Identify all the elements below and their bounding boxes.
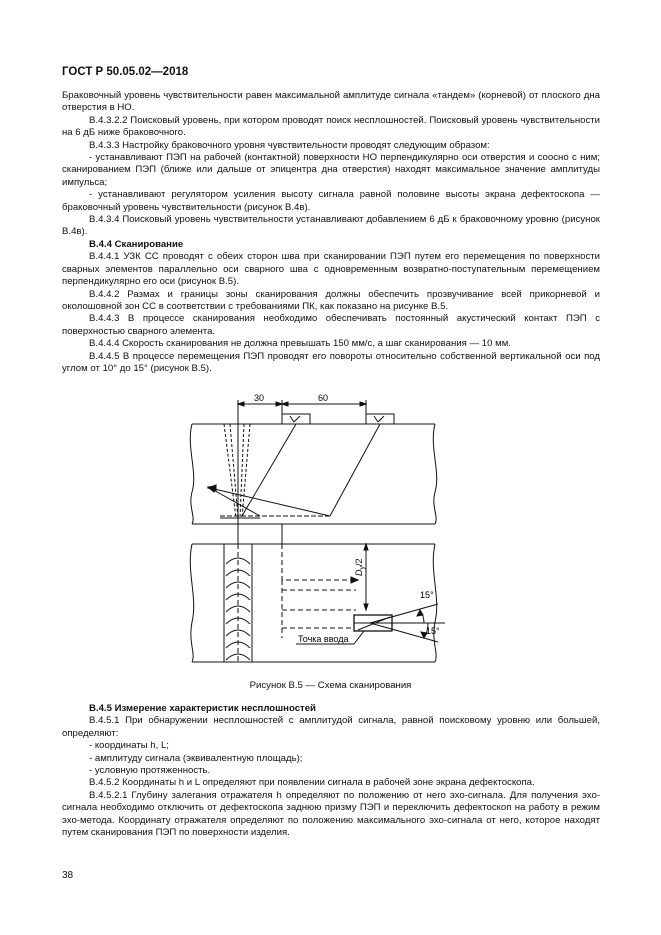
probe-near (282, 414, 310, 424)
dim-arrow (360, 402, 366, 406)
section-heading: В.4.4 Сканирование (89, 238, 184, 250)
plan-break-left (190, 544, 193, 662)
plate-break-left (190, 424, 193, 524)
page-number: 38 (62, 870, 74, 881)
beam-far-direct (330, 424, 380, 516)
figure-caption: Рисунок В.5 — Схема сканирования (249, 680, 412, 691)
scanning-diagram-svg (180, 392, 445, 672)
paragraph: - координаты h, L; (89, 740, 169, 752)
angle-arrow (417, 610, 423, 616)
beam-far-reflected (210, 488, 330, 516)
entry-point-label: Точка ввода (298, 634, 349, 644)
paragraph: - амплитуду сигнала (эквивалентную площадь); (89, 752, 303, 764)
paragraph: - условную протяженность. (89, 765, 211, 777)
dim-arrow (364, 604, 368, 610)
probe-far (366, 414, 394, 424)
paragraph: - устанавливают ПЭП на рабочей (контактной) поверхности НО перпендикулярно оси отверстия и соосно с ним; сканированием ПЭП (ближе или дальше от эпицентра дна отверстия) находят максимальное значение амплитуды импульса; (62, 152, 600, 188)
paragraph: В.4.4.5 В процессе перемещения ПЭП проводят его повороты относительно собственной вертикальной оси под углом от 10° до 15° (рисунок В.5). (62, 350, 600, 374)
paragraph: В.4.4.3 В процессе сканирования необходимо обеспечивать постоянный акустический контакт ПЭП с поверхностью сварного элемента. (62, 313, 600, 337)
paragraph: - устанавливают регулятором усиления высоту сигнала равной половине высоты экрана дефектоскопа — браковочный уровень чувствительности (рисунок В.4в). (62, 189, 600, 213)
angle-top-label: 15° (420, 590, 434, 600)
paragraph: Браковочный уровень чувствительности равен максимальной амплитуде сигнала «тандем» (корневой) от плоского дна отверстия в НО. (62, 90, 600, 114)
text-block-top (62, 90, 600, 375)
paragraph: В.4.5.1 При обнаружении несплошностей с амплитудой сигнала, равной поисковому уровню или большей, определяют: (62, 715, 600, 739)
plan-break-right (433, 544, 436, 662)
paragraph: В.4.4.1 УЗК СС проводят с обеих сторон шва при сканировании ПЭП путем его перемещения по поверхности сварных элементов параллельно оси сварного шва с одновременным возвратно-поступательным перемещением перпендикулярно его оси (рисунок В.5). (62, 251, 600, 288)
dim-d-label: $D_y/2$ (354, 558, 366, 576)
paragraph: В.4.5.2.1 Глубину залегания отражателя h определяют по положению от него эхо-сигнала. Для получения эхо-сигнала необходимо отключить от дефектоскопа заднюю призму ПЭП и переключить дефектоскоп на работу в режим эхо-метода. Координату отражателя определяют по положению максимального эхо-сигнала от него, которое находят путем сканирования ПЭП по поверхности изделия. (62, 789, 600, 839)
paragraph: В.4.5.2 Координаты h и L определяют при появлении сигнала в рабочей зоне экрана дефектоскопа. (89, 777, 535, 789)
paragraph: В.4.4.2 Размах и границы зоны сканирования должны обеспечить прозвучивание всей прикорневой и околошовной зон СС в соответствии с требованиями ПК, как показано на рисунке В.5. (62, 288, 600, 312)
paragraph: В.4.4.4 Скорость сканирования не должна превышать 150 мм/с, а шаг сканирования — 10 мм. (89, 338, 511, 350)
scan-arrow (351, 577, 358, 583)
weld-section (224, 424, 250, 518)
document-header: ГОСТ Р 50.05.02—2018 (62, 66, 189, 78)
angle-bottom-label: 15° (426, 626, 440, 636)
paragraph: В.4.3.2.2 Поисковый уровень, при котором проводят поиск несплошностей. Поисковый уровень чувствительности на 6 дБ ниже браковочного. (62, 114, 600, 139)
text-block-bottom (62, 703, 600, 839)
entry-point-leader (354, 631, 364, 644)
paragraph: В.4.3.4 Поисковый уровень чувствительности устанавливают добавлением 6 дБ к браковочному уровню (рисунок В.4в). (62, 214, 600, 238)
plate-break-right (433, 424, 436, 524)
dim-arrow (364, 544, 368, 550)
beam-near-reflected (210, 488, 260, 516)
section-heading: В.4.5 Измерение характеристик несплошностей (89, 703, 316, 714)
dim-60-label: 60 (318, 393, 329, 403)
dim-arrow (238, 402, 244, 406)
scan-path (282, 544, 356, 638)
dim-arrow (282, 402, 288, 406)
dim-30-label: 30 (254, 393, 265, 403)
angle-line-top (370, 604, 438, 623)
scanning-diagram (180, 392, 445, 672)
paragraph: В.4.3.3 Настройку браковочного уровня чувствительности проводят следующим образом: (89, 139, 490, 151)
